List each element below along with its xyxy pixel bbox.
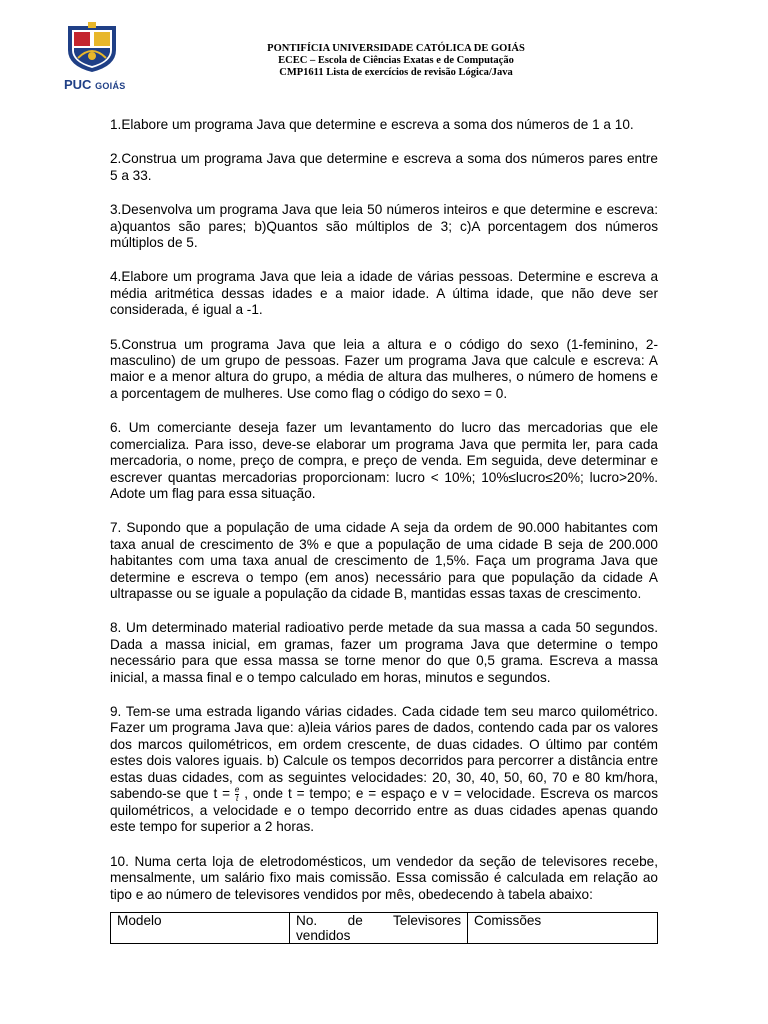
question-5: 5.Construa um programa Java que leia a altura e o código do sexo (1-feminino, 2-masculino) de um grupo de pessoas. Fazer um programa Java que calcule e escreva: A maior e a menor altura do grupo, a média de altura das mulheres, o número de homens e a porcentagem de mulheres. Use como flag o código do sexo = 0. bbox=[110, 336, 658, 401]
question-3: 3.Desenvolva um programa Java que leia 50 números inteiros e que determine e escreva: a)quantos são pares; b)Quantos são múltiplos de 3; c)A porcentagem dos números múltiplos de 5. bbox=[110, 202, 658, 251]
question-9 bbox=[110, 704, 658, 836]
fraction-numerator: e bbox=[234, 785, 240, 794]
header-school: ECEC – Escola de Ciências Exatas e de Computação bbox=[278, 55, 514, 66]
col-header-model: Modelo bbox=[111, 913, 290, 944]
header-course: CMP1611 Lista de exercícios de revisão Lógica/Java bbox=[279, 67, 513, 78]
question-7: 7. Supondo que a população de uma cidade A seja da ordem de 90.000 habitantes com taxa anual de crescimento de 3% e que a população de uma cidade B seja de 200.000 habitantes com uma taxa anual de crescimento de 1,5%. Faça um programa Java que determine e escreva o tempo (em anos) necessário para que população da cidade A ultrapasse ou se iguale a população da cidade B, mantidas essas taxas de crescimento. bbox=[110, 520, 658, 601]
question-10: 10. Numa certa loja de eletrodomésticos, um vendedor da seção de televisores recebe, mensalmente, um salário fixo mais comissão. Essa comissão é calculada em relação ao tipo e ao número de televisores vendidos por mês, obedecendo à tabela abaixo: bbox=[110, 853, 658, 902]
col-header-tv-count-line1: No. de Televisores bbox=[296, 913, 461, 929]
col-header-tv-count bbox=[290, 913, 468, 944]
coat-of-arms-icon bbox=[62, 22, 122, 74]
question-4: 4.Elabore um programa Java que leia a idade de várias pessoas. Determine e escreva a média aritmética dessas idades e a maior idade. A última idade, que não deve ser considerada, é igual a -1. bbox=[110, 269, 658, 318]
question-9-part1: 9. Tem-se uma estrada ligando várias cidades. Cada cidade tem seu marco quilométrico. Fazer um programa Java que: a)leia vários pares de dados, contendo cada par os valores dos marcos quilométricos, em ordem crescente, de duas cidades. O último par contém estes dois valores iguais. b) Calcule os tempos decorridos para percorrer a distância entre estas duas cidades, com as seguintes velocidades: 20, 30, 40, 50, 60, 70 e 80 km/hora, sabendo-se que t = bbox=[110, 703, 658, 802]
fraction-denominator: t bbox=[236, 794, 239, 803]
commission-table bbox=[110, 912, 658, 944]
question-2: 2.Construa um programa Java que determine e escreva a soma dos números pares entre 5 a 33. bbox=[110, 151, 658, 183]
exercise-list bbox=[110, 117, 658, 944]
question-8: 8. Um determinado material radioativo perde metade da sua massa a cada 50 segundos. Dada a massa inicial, em gramas, fazer um programa Java que determine o tempo necessário para que essa massa se torne menor do que 0,5 grama. Escreva a massa inicial, a massa final e o tempo calculado em horas, minutos e segundos. bbox=[110, 620, 658, 685]
question-9-part2: , onde t = tempo; e = espaço e v = velocidade. Escreva os marcos quilométricos, a velocidade e o tempo decorrido entre as duas cidades apenas quando este tempo for superior a 2 horas. bbox=[110, 786, 658, 835]
question-1: 1.Elabore um programa Java que determine e escreva a soma dos números de 1 a 10. bbox=[110, 117, 634, 132]
university-logo bbox=[62, 22, 132, 98]
logo-text-small: GOIÁS bbox=[95, 81, 126, 91]
logo-text-main: PUC bbox=[64, 77, 92, 92]
col-header-commissions: Comissões bbox=[468, 913, 658, 944]
table-header-row bbox=[111, 913, 658, 944]
col-header-tv-count-line2: vendidos bbox=[296, 928, 351, 944]
question-6: 6. Um comerciante deseja fazer um levantamento do lucro das mercadorias que ele comercializa. Para isso, deve-se elaborar um programa Java que permita ler, para cada mercadoria, o nome, preço de compra, e preço de venda. Em seguida, deve determinar e escrever quantas mercadorias proporcionam: lucro < 10%; 10%≤lucro≤20%; lucro>20%. Adote um flag para essa situação. bbox=[110, 420, 658, 501]
header-university: PONTIFÍCIA UNIVERSIDADE CATÓLICA DE GOIÁS bbox=[267, 43, 525, 54]
document-header bbox=[140, 43, 652, 79]
